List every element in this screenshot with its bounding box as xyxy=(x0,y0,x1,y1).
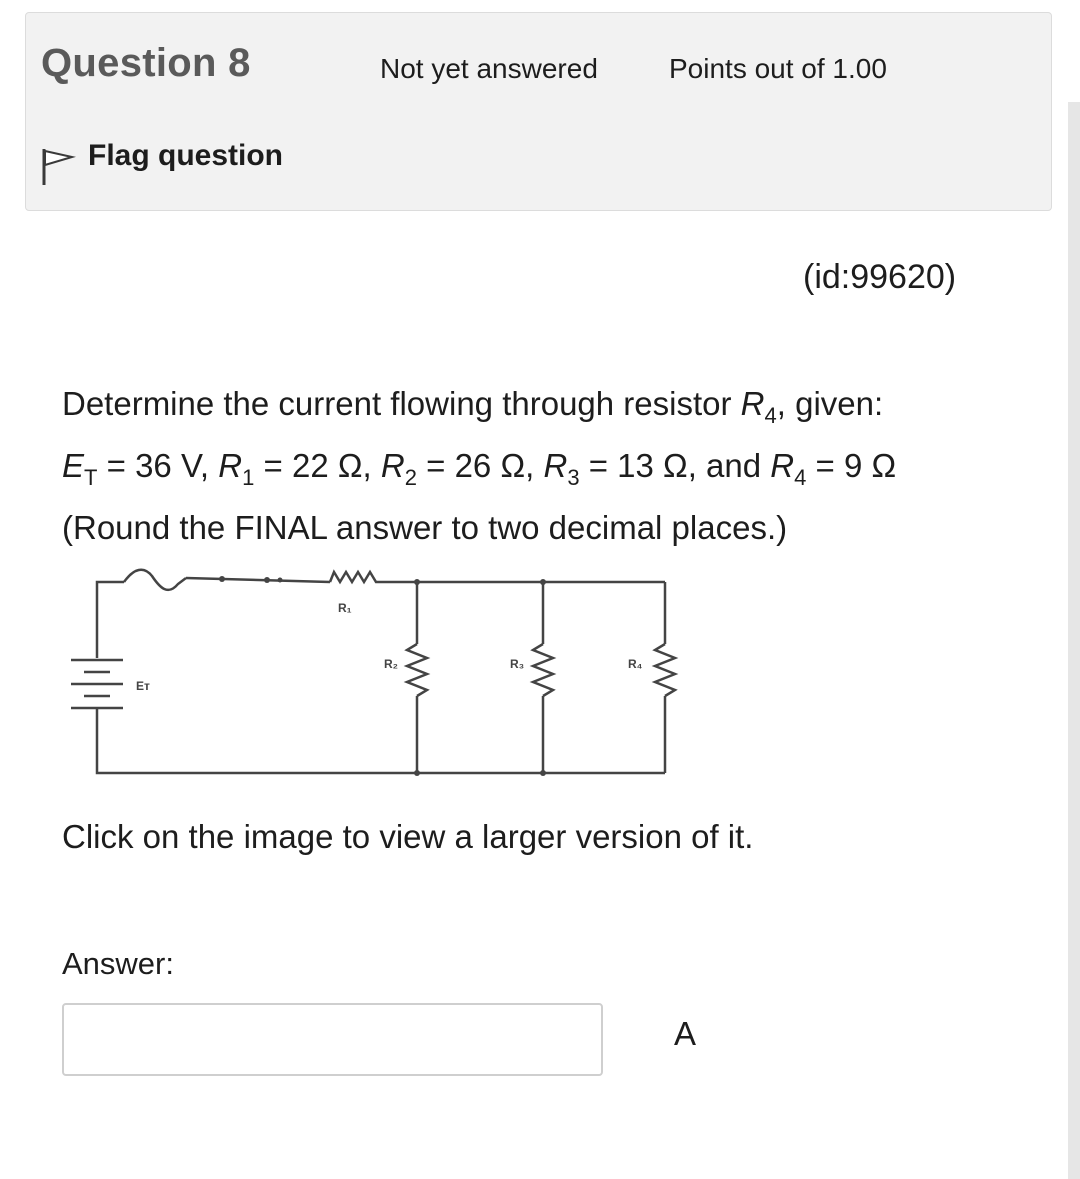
param-r2-value: = 26 Ω, xyxy=(416,447,544,484)
param-r1-value: = 22 Ω, xyxy=(254,447,381,484)
label-r3: R₃ xyxy=(510,657,525,671)
junction-r3-top xyxy=(540,579,546,585)
answer-unit: A xyxy=(674,1015,697,1052)
switch-contact-3 xyxy=(278,578,283,583)
switch-contact-1 xyxy=(219,576,225,582)
label-r2: R₂ xyxy=(384,657,398,671)
param-r1-sub: 1 xyxy=(242,465,255,490)
param-r4-sub: 4 xyxy=(794,465,807,490)
answer-label: Answer: xyxy=(62,946,174,981)
image-hint: Click on the image to view a larger version of it. xyxy=(62,818,754,855)
param-r4-var: R xyxy=(770,447,795,484)
junction-r2-top xyxy=(414,579,420,585)
prompt-prefix: Determine the current flowing through resistor xyxy=(62,385,741,422)
resistor-r2-symbol xyxy=(407,644,427,696)
resistor-r3-symbol xyxy=(533,644,553,696)
param-r2-sub: 2 xyxy=(404,465,417,490)
wire-left-top xyxy=(97,582,124,658)
prompt-suffix: , given: xyxy=(776,385,884,422)
param-r3-sub: 3 xyxy=(567,465,580,490)
param-r3-var: R xyxy=(543,447,568,484)
question-number: Question 8 xyxy=(41,41,251,85)
label-r4: R₄ xyxy=(628,657,643,671)
flag-icon xyxy=(40,147,76,187)
prompt-variable: R xyxy=(740,385,765,422)
label-r1: R₁ xyxy=(338,601,352,615)
question-id: (id:99620) xyxy=(803,258,957,296)
given-values xyxy=(62,447,897,490)
param-r1-var: R xyxy=(218,447,243,484)
question-state: Not yet answered xyxy=(380,53,598,84)
circuit-diagram[interactable] xyxy=(62,560,682,790)
flag-question-toggle[interactable] xyxy=(40,139,283,187)
param-r4-value: = 9 Ω xyxy=(806,447,897,484)
page-scrollbar[interactable] xyxy=(1068,102,1080,1179)
rounding-note: (Round the FINAL answer to two decimal places.) xyxy=(62,509,788,546)
flag-question-label: Flag question xyxy=(88,139,283,172)
param-et-var: E xyxy=(62,447,85,484)
junction-r2-bottom xyxy=(414,770,420,776)
question-info-panel xyxy=(25,12,1052,211)
param-r3-value: = 13 Ω, and xyxy=(579,447,771,484)
resistor-r4-symbol xyxy=(655,644,675,696)
question-grade: Points out of 1.00 xyxy=(669,53,887,84)
param-et-sub: T xyxy=(84,465,98,490)
answer-input[interactable] xyxy=(62,1003,603,1076)
prompt-variable-subscript: 4 xyxy=(764,403,777,428)
switch-contact-2 xyxy=(264,577,270,583)
wire-switch xyxy=(186,578,330,582)
label-et: Eᴛ xyxy=(136,679,150,693)
resistor-r1-symbol xyxy=(330,572,382,582)
fuse-symbol xyxy=(124,570,186,590)
param-et-value: = 36 V, xyxy=(97,447,219,484)
wire-left-bottom xyxy=(97,708,665,773)
junction-r3-bottom xyxy=(540,770,546,776)
question-prompt xyxy=(62,385,884,428)
param-r2-var: R xyxy=(380,447,405,484)
